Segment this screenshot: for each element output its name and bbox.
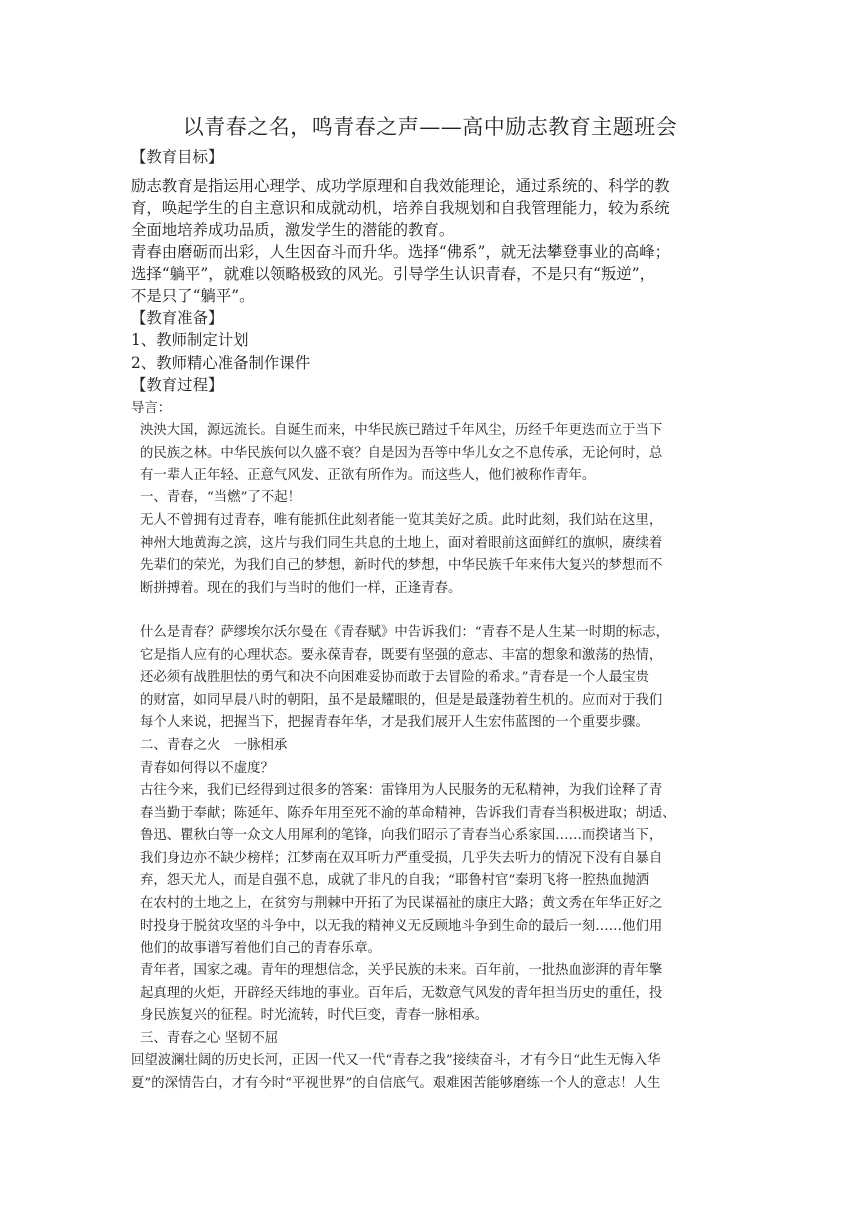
text-line: 弃，怨天尤人，而是自强不息，成就了非凡的自我；“耶鲁村官“秦玥飞将一腔热血抛洒 [140, 873, 650, 889]
section-2-title: 二、青春之火 一脉相承 [140, 738, 288, 753]
text-line: 有一辈人正年轻、正意气风发、正欲有所作为。而这些人，他们被称作青年。 [140, 468, 596, 484]
section-2-paragraph-2 [140, 960, 662, 1028]
intro-label: 导言： [131, 401, 172, 416]
text-line: 它是指人应有的心理状态。要永葆青春，既要有坚强的意志、丰富的想象和激荡的热情， [140, 647, 663, 663]
text-line: 起真理的火炬，开辟经天纬地的事业。百年后，无数意气风发的青年担当历史的重任，投 [140, 985, 663, 1001]
text-line: 泱泱大国，源远流长。自诞生而来，中华民族已踏过千年风尘，历经千年更迭而立于当下 [140, 423, 663, 438]
text-line: 断拼搏着。现在的我们与当时的他们一样，正逢青春。 [140, 580, 462, 596]
text-line: 的财富，如同早晨八时的朝阳，虽不是最耀眼的，但是是最蓬勃着生机的。应而对于我们 [140, 692, 663, 708]
text-line: 每个人来说，把握当下，把握青春年华，才是我们展开人生宏伟蓝图的一个重要步骤。 [140, 715, 649, 731]
text-line: 在农村的土地之上，在贫穷与荆棘中开拓了为民谋福祉的康庄大路；黄文秀在年华正好之 [140, 895, 663, 911]
intro-paragraph [140, 420, 662, 488]
text-line: 夏”的深情告白，才有今时“平视世界”的自信底气。艰难困苦能够磨练一个人的意志！人生 [131, 1075, 661, 1091]
text-line: 励志教育是指运用心理学、成功学原理和自我效能理论，通过系统的、科学的教 [131, 177, 670, 195]
text-line: 先辈们的荣光，为我们自己的梦想，新时代的梦想，中华民族千年来伟大复兴的梦想而不 [140, 558, 663, 574]
text-line: 回望波澜壮阔的历史长河，正因一代又一代“青春之我”接续奋斗，才有今日“此生无悔入华 [131, 1053, 661, 1068]
prep-heading: 【教育准备】 [131, 309, 224, 327]
text-line: 古往今来，我们已经得到过很多的答案：雷锋用为人民服务的无私精神，为我们诠释了青 [140, 783, 663, 798]
text-line: 无人不曾拥有过青春，唯有能抓住此刻者能一览其美好之质。此时此刻，我们站在这里， [140, 513, 663, 528]
section-2-paragraph-1 [140, 780, 676, 961]
text-line: 青年者，国家之魂。青年的理想信念，关乎民族的未来。百年前，一批热血澎湃的青年擎 [140, 963, 663, 978]
text-line: 什么是青春？萨缪埃尔沃尔曼在《青春赋》中告诉我们：“青春不是人生某一时期的标志， [140, 625, 670, 640]
text-line: 身民族复兴的征程。时光流转，时代巨变，青春一脉相承。 [140, 1008, 489, 1024]
goal-paragraph-2 [131, 241, 670, 307]
text-line: 不是只了“躺平”。 [131, 287, 255, 305]
section-1-title: 一、青春，“当燃”了不起！ [140, 490, 301, 505]
section-3-title: 三、青春之心 坚韧不屈 [140, 1031, 279, 1046]
text-line: 神州大地黄海之滨，这片与我们同生共息的土地上，面对着眼前这面鲜红的旗帜，赓续着 [140, 535, 663, 551]
text-line: 他们的故事谱写着他们自己的青春乐章。 [140, 941, 382, 957]
text-line: 全面地培养成功品质，激发学生的潜能的教育。 [131, 221, 455, 239]
section-3-paragraph-1 [131, 1050, 660, 1095]
text-line: 的民族之林。中华民族何以久盛不衰？自是因为吾等中华儿女之不息传承，无论何时，总 [140, 445, 663, 461]
goal-heading: 【教育目标】 [131, 148, 224, 166]
prep-item-2: 2、教师精心准备制作课件 [131, 354, 311, 372]
prep-item-1: 1、教师制定计划 [131, 331, 249, 349]
process-heading: 【教育过程】 [131, 376, 224, 394]
section-1-paragraph-2 [140, 622, 669, 735]
section-1-paragraph-1 [140, 510, 662, 600]
text-line: 时投身于脱贫攻坚的斗争中，以无我的精神义无反顾地斗争到生命的最后一刻……他们用 [140, 918, 663, 934]
section-2-question: 青春如何得以不虚度？ [140, 761, 274, 776]
text-line: 选择“躺平”，就难以领略极致的风光。引导学生认识青春，不是只有“叛逆”， [131, 265, 655, 283]
text-line: 青春由磨砺而出彩，人生因奋斗而升华。选择“佛系”，就无法攀登事业的高峰； [131, 243, 671, 261]
text-line: 育，唤起学生的自主意识和成就动机，培养自我规划和自我管理能力，较为系统 [131, 199, 670, 217]
goal-paragraph-1 [131, 175, 670, 241]
text-line: 春当勤于奉献；陈延年、陈乔年用至死不渝的革命精神，告诉我们青春当积极进取；胡适、 [140, 805, 676, 821]
text-line: 我们身边亦不缺少榜样；江梦南在双耳听力严重受损，几乎失去听力的情况下没有自暴自 [140, 850, 663, 866]
text-line: 鲁迅、瞿秋白等一众文人用犀利的笔锋，向我们昭示了青春当心系家国……而揆诸当下， [140, 828, 663, 844]
text-line: 还必须有战胜胆怯的勇气和决不向困难妥协而敢于去冒险的希求。”青春是一个人最宝贵 [140, 670, 649, 686]
document-title: 以青春之名，鸣青春之声——高中励志教育主题班会 [182, 115, 678, 139]
